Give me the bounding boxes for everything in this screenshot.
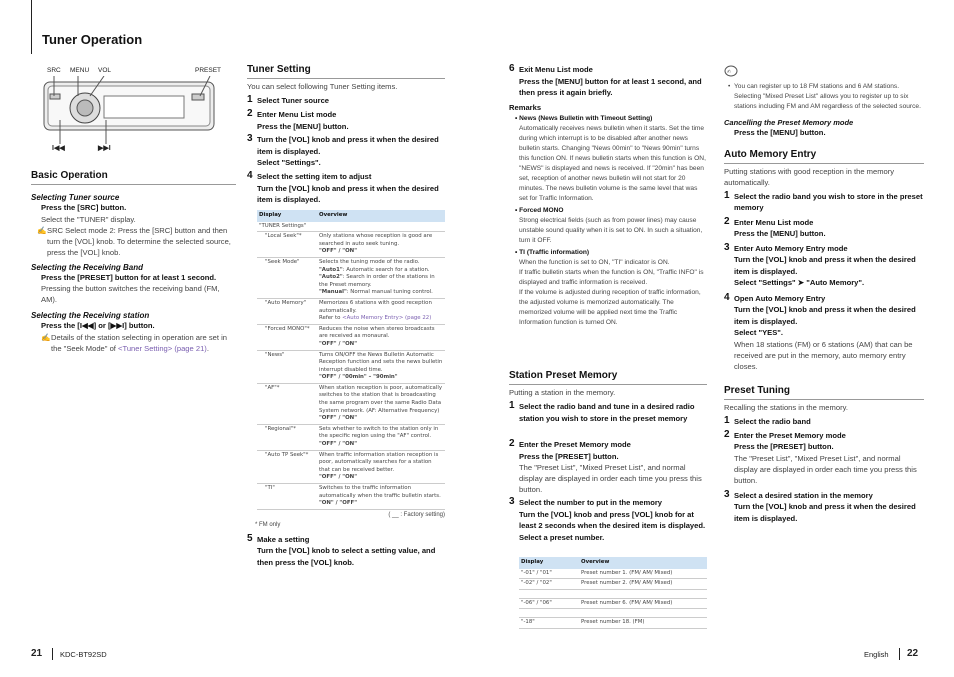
table-row: "Auto TP Seek"* When traffic information station reception is poor, automatically searches for a station that can be received better. "OFF" / "ON" bbox=[257, 450, 445, 483]
menu-label: MENU bbox=[70, 67, 90, 74]
cancel-bold: Press the [MENU] button. bbox=[734, 128, 826, 137]
tuning-step-1: 1 Select the radio band bbox=[724, 414, 811, 426]
corner-line bbox=[31, 0, 32, 54]
svg-text:✍: ✍ bbox=[727, 69, 732, 75]
preset-step-3: 3 Select the number to put in the memory Turn the [VOL] knob and press [VOL] knob for at least 2 seconds when the desired item is displayed. Select a preset number. bbox=[509, 496, 706, 542]
step-5: 5 Make a setting Turn the [VOL] knob to select a setting value, and then press the [VOL] knob. bbox=[247, 532, 436, 567]
tuning-intro: Recalling the stations in the memory. bbox=[724, 402, 848, 412]
step-1: 1 Select Tuner source bbox=[247, 94, 330, 105]
table-row: "Forced MONO"* Reduces the noise when stereo broadcasts are received as monaural. "OFF" / "ON" bbox=[257, 324, 445, 350]
car-stereo-image bbox=[40, 76, 230, 146]
table-row: "-06" / "06" Preset number 6. (FM/ AM/ Mixed) bbox=[519, 598, 707, 609]
fm-only-note: * FM only bbox=[255, 521, 281, 528]
auto-step-3: 3 Enter Auto Memory Entry mode Turn the [VOL] knob and press it when the desired item is displayed. Select "Settings" ➤ "Auto Memory". bbox=[724, 241, 916, 287]
s2-title: Selecting the Receiving Band bbox=[31, 262, 144, 272]
preset-tuning-section bbox=[724, 384, 924, 523]
table-row: "Auto Memory" Memorizes 6 stations with good reception automatically. Refer to <Auto Memory Entry> (page 22) bbox=[257, 298, 445, 324]
preset-step-2: 2 Enter the Preset Memory mode Press the [PRESET] button. The "Preset List", "Mixed Preset List", and normal display are displayed in order each time you press this button. bbox=[509, 438, 702, 494]
divider bbox=[724, 399, 924, 400]
page-number-right: 22 bbox=[907, 648, 919, 659]
remark-ti-text2: If traffic bulletin starts when the function is ON, "Traffic INFO" is displayed and traffic information is received. bbox=[519, 268, 704, 286]
table-row: "-01" / "01" Preset number 1. (FM/ AM/ Mixed) bbox=[519, 569, 707, 579]
basic-heading: Basic Operation bbox=[31, 170, 108, 181]
table-row: "News" Turns ON/OFF the News Bulletin Automatic Reception function and sets the news bulletin interrupt disabled time. "OFF" / "00min" – "90min" bbox=[257, 350, 445, 383]
table-row bbox=[519, 609, 707, 618]
preset-label: PRESET bbox=[195, 67, 222, 74]
s1-text: Select the "TUNER" display. bbox=[41, 214, 136, 224]
s3-bold: Press the [I◀◀] or [▶▶I] button. bbox=[41, 321, 155, 330]
divider bbox=[247, 78, 445, 79]
middle-column bbox=[509, 64, 707, 328]
preset-step-1: 1 Select the radio band and tune in a desired radio station you wish to store in the preset memory bbox=[509, 400, 695, 423]
auto-memory-section bbox=[724, 149, 924, 377]
preset-tuning-heading: Preset Tuning bbox=[724, 384, 790, 396]
remark-news-text: Automatically receives news bulletin when it starts. Set the time during which interrupt is to be disabled after another news bulletin starts. Changing "News 00min" to "News 90min" turns this function ON. If news bulletin starts when this function is ON, "NEWS" is displayed and news is received. If "20min" has been set, reception of another news bulletin will not start for 20 minutes. The news bulletin volume is the same level that was set for Traffic Information. bbox=[519, 124, 706, 202]
auto-step-1: 1 Select the radio band you wish to store in the preset memory bbox=[724, 189, 923, 212]
table-row: "AF"* When station reception is poor, automatically switches to the station that is broadcasting the same program over the same Radio Data System network. (AF: Alternative Frequency) "OFF" / "ON" bbox=[257, 383, 445, 424]
note-icon: ✍ bbox=[37, 225, 47, 235]
remarks-heading: Remarks bbox=[509, 103, 542, 112]
preset-memory-section bbox=[509, 370, 707, 629]
table-row: "TI" Switches to the traffic information automatically when the traffic bulletin starts. "ON" / "OFF" bbox=[257, 484, 445, 510]
step-6: 6 Exit Menu List mode Press the [MENU] button for at least 1 second, and then press it again briefly. bbox=[509, 63, 702, 97]
remark-ti-text1: When the function is set to ON, "TI" indicator is ON. bbox=[519, 258, 670, 266]
preset-limit-note: • You can register up to 18 FM stations and 6 AM stations. Selecting "Mixed Preset List" allows you to register up to six stations including FM and AM regardless of the selected source. bbox=[728, 83, 921, 110]
preset-memory-heading: Station Preset Memory bbox=[509, 370, 618, 381]
vol-label: VOL bbox=[98, 67, 112, 74]
page-number-left: 21 bbox=[31, 648, 43, 659]
tuner-setting-link[interactable]: <Tuner Setting> (page 21) bbox=[118, 343, 207, 353]
remark-mono-text: Strong electrical fields (such as from power lines) may cause unstable sound quality when it is set to ON. In such a situation, turn it OFF. bbox=[519, 216, 703, 244]
note-icon: ✍ bbox=[41, 332, 51, 342]
page-title: Tuner Operation bbox=[42, 32, 143, 47]
remark-ti-text3: If the volume is adjusted during reception of traffic information, the adjusted volume is memorized automatically. The memorized volume will be applied next time the Traffic Information function is turned ON. bbox=[519, 288, 701, 326]
auto-memory-link[interactable]: <Auto Memory Entry> (page 22) bbox=[342, 315, 432, 322]
language-label: English bbox=[864, 650, 889, 659]
divider bbox=[509, 384, 707, 385]
right-column bbox=[724, 64, 924, 523]
settings-table: Display Overview "TUNER Settings" "Local Seek"* Only stations whose reception is good are searched in auto seek tuning. "OFF" / "ON" "Seek Mode" Selects the tuning mode of the radio. "Auto1": Automatic search for a station. "Auto2": Search in order of the stations in the Preset memory. "Manual": Normal manual tuning control. "Auto Memory" Memorizes 6 stations with good reception automatically. Refer to <Auto Memory Entry> (page 22) "Forced MONO"* Reduces the noise when stereo broadcasts are received as monaural. "OFF" / "ON" "News" Turns ON/OFF the News Bulletin Automatic Reception function and sets the news bulletin interrupt disabled time. "OFF" / "00min" – "90min" "AF"* When station reception is poor, automatically switches to the station that is broadcasting the same program over the same Radio Data System network. (AF: Alternative Frequency) "OFF" / "ON" "Regional"* Sets whether to switch to the station only in the specific region using the "AF" control. "OFF" / "ON" "Auto TP Seek"* When traffic information station reception is poor, automatically searches for a station that can be received better. "OFF" / "ON" "TI" Switches to the traffic information automatically when the traffic bulletin starts. "ON" / "OFF" bbox=[257, 210, 445, 510]
preset-table: Display Overview "-01" / "01" Preset number 1. (FM/ AM/ Mixed) "-02" / "02" Preset number 2. (FM/ AM/ Mixed) "-06" / "06" Preset number 6. (FM/ AM/ Mixed) "-18" Preset number 18. (FM) bbox=[519, 557, 707, 629]
divider bbox=[724, 163, 924, 164]
remark-ti-title: • TI (Traffic information) bbox=[515, 248, 590, 256]
auto-intro: Putting stations with good reception in the memory automatically. bbox=[724, 166, 895, 187]
src-label: SRC bbox=[47, 67, 61, 74]
tuner-setting-heading: Tuner Setting bbox=[247, 64, 311, 75]
model-label: KDC-BT92SD bbox=[60, 650, 107, 659]
arrow-icon: ➤ bbox=[797, 278, 805, 287]
tuner-setting-section bbox=[247, 64, 445, 568]
table-row: "-02" / "02" Preset number 2. (FM/ AM/ Mixed) bbox=[519, 579, 707, 590]
preset-intro: Putting a station in the memory. bbox=[509, 388, 616, 397]
remark-mono-title: • Forced MONO bbox=[515, 206, 564, 214]
table-row: "Local Seek"* Only stations whose reception is good are searched in auto seek tuning. "OFF" / "ON" bbox=[257, 232, 445, 258]
auto-memory-heading: Auto Memory Entry bbox=[724, 148, 817, 160]
remark-news-title: • News (News Bulletin with Timeout Setting) bbox=[515, 114, 653, 122]
footer-divider bbox=[52, 648, 53, 660]
device-diagram bbox=[40, 64, 230, 154]
table-row: "-18" Preset number 18. (FM) bbox=[519, 618, 707, 629]
step-4: 4 Select the setting item to adjust Turn the [VOL] knob and press it when the desired item is displayed. bbox=[247, 170, 439, 204]
divider bbox=[31, 184, 236, 185]
factory-note: ( __ : Factory setting) bbox=[388, 511, 445, 518]
s3-note: ✍ Details of the station selecting in operation are set in the "Seek Mode" of <Tuner Setting> (page 21). bbox=[41, 332, 228, 353]
auto-step-2: 2 Enter Menu List mode Press the [MENU] button. bbox=[724, 215, 826, 238]
s1-note: ✍ SRC Select mode 2: Press the [SRC] button and then turn the [VOL] knob. To determine the selected source, press the [VOL] knob. bbox=[37, 225, 231, 257]
step-2: 2 Enter Menu List mode Press the [MENU] button. bbox=[247, 108, 349, 131]
prev-label: I◀◀ bbox=[52, 145, 65, 152]
footer-divider bbox=[899, 648, 900, 660]
auto-step-4: 4 Open Auto Memory Entry Turn the [VOL] knob and press it when the desired item is displayed. Select "YES". When 18 stations (FM) or 6 stations (AM) that can be received are put in the memory, auto memory entry closes. bbox=[724, 291, 916, 371]
table-row bbox=[519, 589, 707, 598]
s2-bold: Press the [PRESET] button for at least 1 second. bbox=[41, 272, 217, 282]
table-row: "Seek Mode" Selects the tuning mode of the radio. "Auto1": Automatic search for a station. "Auto2": Search in order of the stations in the Preset memory. "Manual": Normal manual tuning control. bbox=[257, 257, 445, 298]
next-label: ▶▶I bbox=[98, 145, 111, 152]
tuning-step-2: 2 Enter the Preset Memory mode Press the [PRESET] button. The "Preset List", "Mixed Preset List", and normal display are displayed in order each time you press this button. bbox=[724, 428, 917, 485]
step-3: 3 Turn the [VOL] knob and press it when the desired item is displayed. Select "Settings". bbox=[247, 133, 439, 167]
s1-bold: Press the [SRC] button. bbox=[41, 203, 127, 212]
s2-text: Pressing the button switches the receiving band (FM, AM). bbox=[41, 284, 220, 304]
cancel-title: Cancelling the Preset Memory mode bbox=[724, 118, 854, 127]
note-icon bbox=[724, 65, 738, 77]
table-row: "Regional"* Sets whether to switch to the station only in the specific region using the "AF" control. "OFF" / "ON" bbox=[257, 424, 445, 450]
tuning-step-3: 3 Select a desired station in the memory Turn the [VOL] knob and press it when the desired item is displayed. bbox=[724, 488, 916, 523]
s1-title: Selecting Tuner source bbox=[31, 193, 120, 202]
s3-title: Selecting the Receiving station bbox=[31, 311, 150, 320]
table-root: "TUNER Settings" bbox=[257, 222, 445, 232]
basic-operation-section bbox=[31, 170, 236, 354]
setting-intro: You can select following Tuner Setting items. bbox=[247, 82, 398, 91]
